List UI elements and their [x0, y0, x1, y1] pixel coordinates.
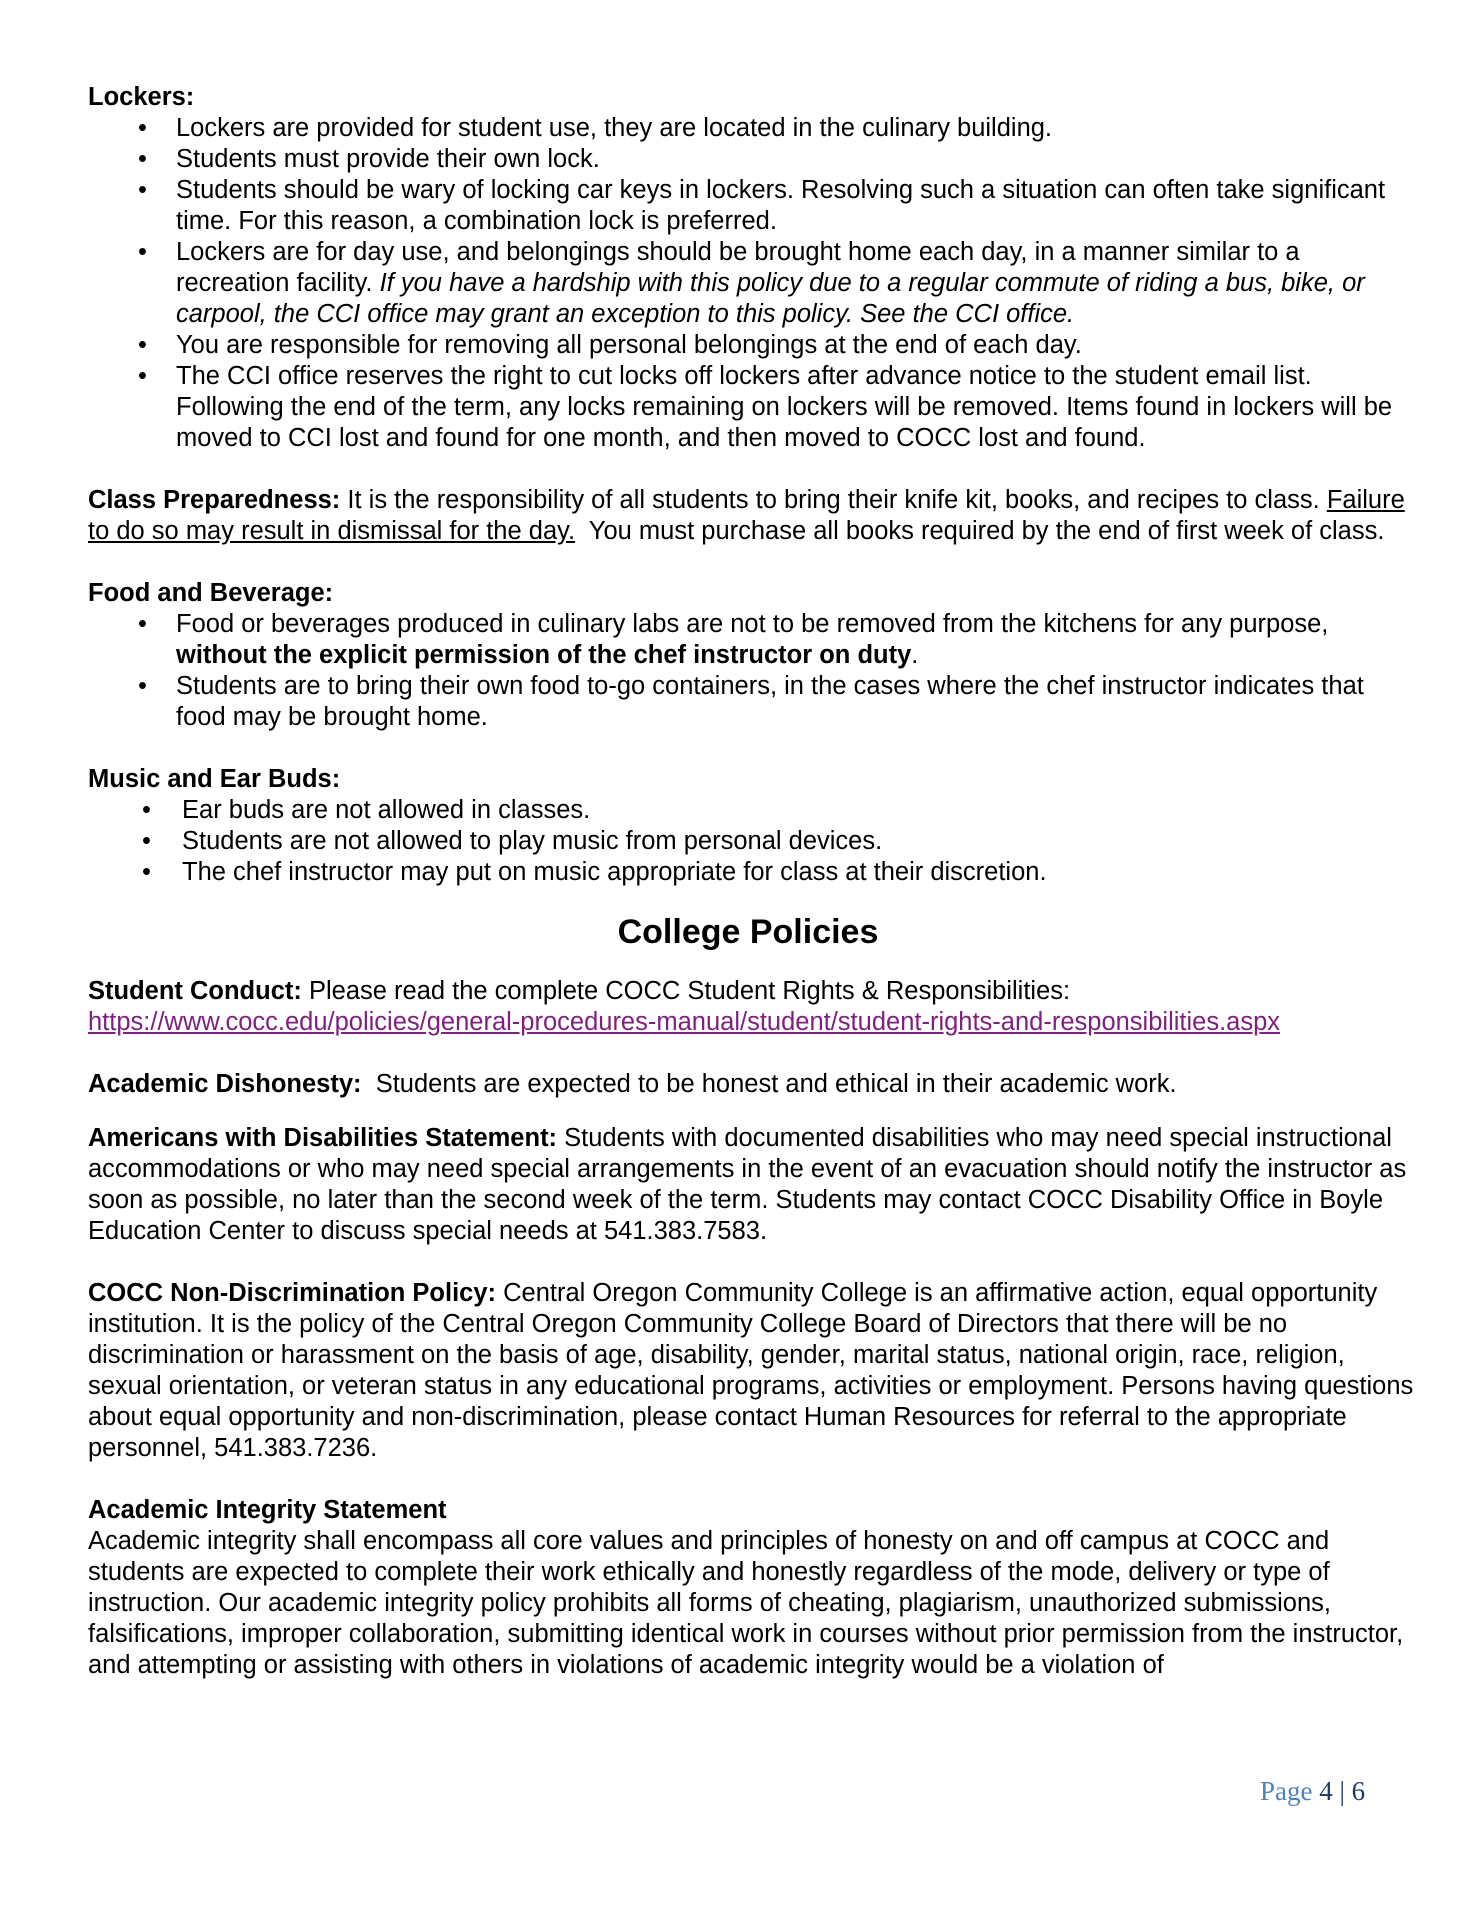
non-discrimination-text: Central Oregon Community College is an affirmative action, equal opportunity institution. It is the policy of the Central Oregon Community College Board of Directors that there will be no discrimination or harassment on the basis of age, disability, gender, marital status, national origin, race, religion, sexual orientation, or veteran status in any educational programs, activities or employment. Persons having questions about equal opportunity and non-discrimination, please contact Human Resources for referral to the appropriate personnel, 541.383.7236. — [88, 1279, 1414, 1462]
list-item: • Students are not allowed to play music from personal devices. — [88, 826, 1418, 857]
ada-text: Students with documented disabilities who may need special instructional accommodations or who may need special arrangements in the event of an evacuation should notify the instructor as soon as possible, no later than the second week of the term. Students may contact COCC Disability Office in Boyle Education Center to discuss special needs at 541.383.7583. — [88, 1124, 1407, 1245]
page-footer — [1260, 1776, 1365, 1807]
permission-clause: without the explicit permission of the chef instructor on duty — [176, 641, 912, 669]
food-heading: Food and Beverage: — [88, 579, 334, 607]
student-rights-link[interactable]: https://www.cocc.edu/policies/general-procedures-manual/student/student-rights-and-responsibilities.aspx — [88, 1008, 1281, 1036]
food-list — [88, 609, 1418, 733]
lockers-heading: Lockers: — [88, 83, 195, 111]
non-discrimination-heading: COCC Non-Discrimination Policy: — [88, 1279, 497, 1307]
food-section — [88, 578, 1418, 733]
lockers-list — [88, 113, 1418, 454]
list-item-text: Food or beverages produced in culinary labs are not to be removed from the kitchens for any purpose, — [176, 610, 1329, 638]
student-conduct-text: Please read the complete COCC Student Rights & Responsibilities: — [308, 977, 1071, 1005]
page-label: Page — [1260, 1776, 1313, 1806]
academic-dishonesty-heading: Academic Dishonesty: — [88, 1070, 362, 1098]
list-item — [88, 609, 1418, 671]
student-conduct-section — [88, 976, 1418, 1038]
class-preparedness-section — [88, 485, 1418, 547]
academic-integrity-heading: Academic Integrity Statement — [88, 1496, 447, 1524]
list-item: • The chef instructor may put on music appropriate for class at their discretion. — [88, 857, 1418, 888]
non-discrimination-section — [88, 1278, 1418, 1464]
music-heading: Music and Ear Buds: — [88, 765, 341, 793]
document-page — [88, 82, 1418, 1681]
page-separator: | — [1339, 1776, 1345, 1806]
dismissal-warning: Failure to do so may result in dismissal for the day. — [88, 486, 1405, 545]
list-item: • Lockers are provided for student use, they are located in the culinary building. — [88, 113, 1418, 144]
academic-dishonesty-text: Students are expected to be honest and ethical in their academic work. — [375, 1070, 1177, 1098]
list-item-text: Lockers are for day use, and belongings should be brought home each day, in a manner similar to a recreation facility. — [176, 238, 1300, 297]
list-item: • Students are to bring their own food to-go containers, in the cases where the chef instructor indicates that food may be brought home. — [88, 671, 1418, 733]
ada-section — [88, 1123, 1418, 1247]
books-requirement: You must purchase all books required by the end of first week of class. — [588, 517, 1385, 545]
lockers-section — [88, 82, 1418, 454]
class-preparedness-text: It is the responsibility of all students to bring their knife kit, books, and recipes to class. — [347, 486, 1320, 514]
total-pages: 6 — [1351, 1776, 1366, 1806]
hardship-note: If you have a hardship with this policy due to a regular commute of riding a bus, bike, or carpool, the CCI office may grant an exception to this policy. See the CCI office. — [176, 269, 1365, 328]
list-item: • Ear buds are not allowed in classes. — [88, 795, 1418, 826]
student-conduct-heading: Student Conduct: — [88, 977, 302, 1005]
list-item: • The CCI office reserves the right to cut locks off lockers after advance notice to the student email list. Following the end of the term, any locks remaining on lockers will be removed. Items found in lockers will be moved to CCI lost and found for one month, and then moved to COCC lost and found. — [88, 361, 1418, 454]
list-item: • You are responsible for removing all personal belongings at the end of each day. — [88, 330, 1418, 361]
music-list — [88, 795, 1418, 888]
list-item: • Students must provide their own lock. — [88, 144, 1418, 175]
college-policies-title: College Policies — [617, 913, 879, 951]
ada-heading: Americans with Disabilities Statement: — [88, 1124, 558, 1152]
academic-dishonesty-section — [88, 1069, 1418, 1100]
music-section — [88, 764, 1418, 888]
academic-integrity-section — [88, 1495, 1418, 1681]
page-number: 4 — [1319, 1776, 1333, 1806]
list-item — [88, 237, 1418, 330]
period: . — [911, 641, 919, 669]
class-preparedness-heading: Class Preparedness: — [88, 486, 341, 514]
academic-integrity-text: Academic integrity shall encompass all core values and principles of honesty on and off campus at COCC and students are expected to complete their work ethically and honestly regardless of the mode, delivery or type of instruction. Our academic integrity policy prohibits all forms of cheating, plagiarism, unauthorized submissions, falsifications, improper collaboration, submitting identical work in courses without prior permission from the instructor, and attempting or assisting with others in violations of academic integrity would be a violation of — [88, 1527, 1404, 1679]
list-item: • Students should be wary of locking car keys in lockers. Resolving such a situation can often take significant time. For this reason, a combination lock is preferred. — [88, 175, 1418, 237]
